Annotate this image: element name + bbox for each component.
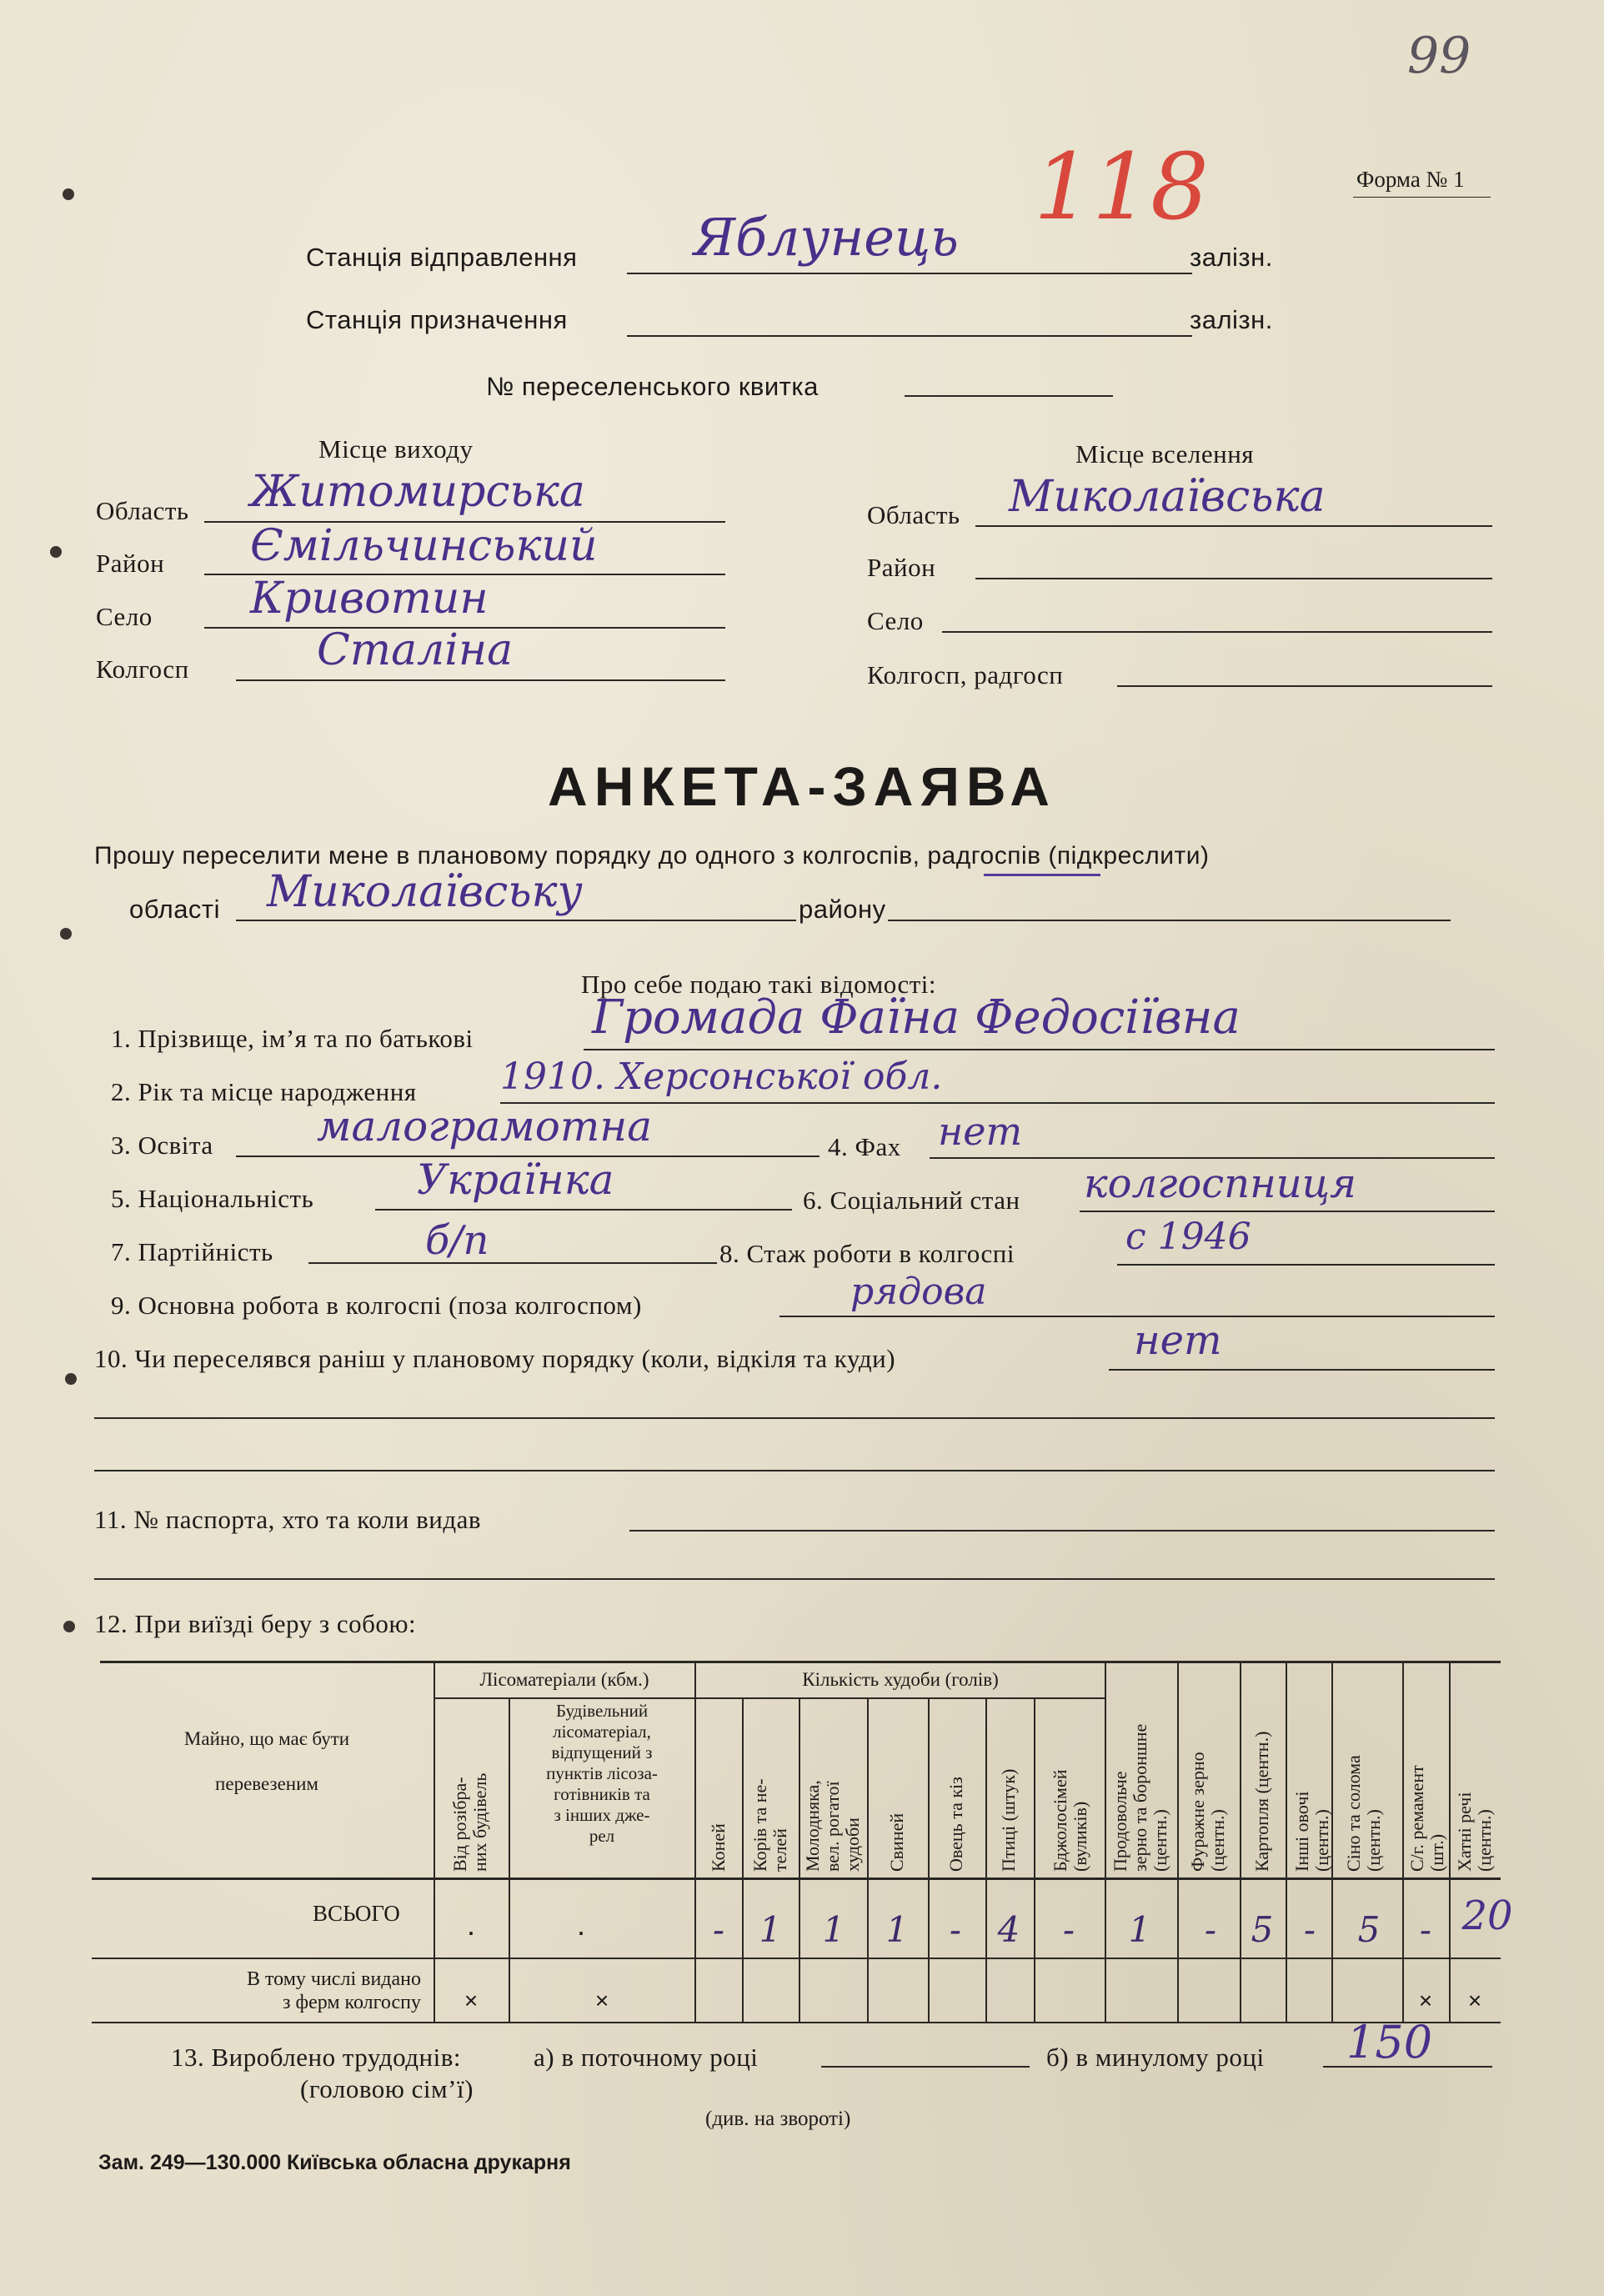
- field-1-label: 1. Прізвище, ім’я та по батькові: [111, 1024, 474, 1053]
- row-total-label: ВСЬОГО: [313, 1901, 400, 1926]
- table-col-divider: [434, 1662, 435, 2022]
- col-header: Сіно та солома (центн.): [1343, 1755, 1384, 1872]
- total-cell: 1: [822, 1909, 845, 1950]
- see-reverse-note: (див. на звороті): [705, 2108, 851, 2130]
- total-cell: 4: [997, 1909, 1020, 1950]
- col-header: Молодняка, вел. рогатої худоби: [802, 1780, 863, 1872]
- origin-oblast-label: Область: [96, 496, 189, 525]
- form-title: АНКЕТА-ЗАЯВА: [548, 755, 1056, 817]
- origin-kolhosp-line: [236, 679, 725, 681]
- destination-oblast-value: Миколаївська: [1009, 472, 1326, 522]
- table-col-divider: [1105, 1662, 1106, 2022]
- field-6-line: [1080, 1211, 1495, 1212]
- total-cell: -: [1419, 1909, 1432, 1950]
- total-cell: 1: [1128, 1909, 1151, 1950]
- region-line: [236, 920, 796, 921]
- total-cell: 1: [759, 1909, 782, 1950]
- field-3-value: малограмотна: [317, 1102, 653, 1151]
- field-4-label: 4. Фах: [828, 1132, 901, 1161]
- field-8-line: [1117, 1264, 1495, 1266]
- destination-title: Місце вселення: [1075, 439, 1255, 469]
- destination-raion-label: Район: [867, 553, 936, 582]
- col-header: Свиней: [886, 1812, 907, 1872]
- destination-oblast-label: Область: [867, 500, 960, 529]
- destination-station-line: [627, 335, 1192, 337]
- group-timber-header: Лісоматеріали (кбм.): [479, 1669, 649, 1690]
- col-header: Фуражне зерно (центн.): [1187, 1752, 1228, 1872]
- farm-cell: ×: [1418, 1988, 1433, 2013]
- group-livestock-header: Кількість худоби (голів): [802, 1669, 999, 1690]
- railway-suffix-1: залізн.: [1190, 243, 1273, 272]
- field-7-line: [308, 1262, 717, 1264]
- origin-oblast-value: Житомирська: [250, 467, 585, 517]
- table-col-divider: [1286, 1662, 1287, 2022]
- field-4-line: [930, 1157, 1495, 1159]
- field-5-value: Українка: [417, 1156, 614, 1204]
- field-6-value: колгоспниця: [1084, 1161, 1356, 1207]
- destination-selo-label: Село: [867, 606, 924, 635]
- table-col-divider: [1177, 1662, 1179, 2022]
- origin-title: Місце виходу: [318, 434, 474, 464]
- field-7-label: 7. Партійність: [111, 1237, 273, 1266]
- table-header-bottom: [92, 1877, 1501, 1880]
- total-cell: -: [949, 1909, 962, 1950]
- workdays-label: 13. Вироблено трудоднів:: [171, 2043, 462, 2072]
- punch-hole: [50, 546, 62, 558]
- field-10-extra-line-2: [94, 1470, 1495, 1471]
- col-header: Бджолосімей (вуликів): [1050, 1769, 1090, 1872]
- field-1-line: [584, 1049, 1495, 1050]
- region-prefix: області: [129, 895, 221, 924]
- kolhosp-underline-mark: [984, 874, 1100, 876]
- table-bottom-border: [92, 2022, 1501, 2023]
- destination-station-label: Станція призначення: [306, 305, 568, 334]
- field-2-value: 1910. Херсонської обл.: [500, 1055, 943, 1098]
- origin-selo-label: Село: [96, 602, 153, 631]
- field-6-label: 6. Соціальний стан: [803, 1186, 1020, 1215]
- destination-kolhosp-line: [1117, 685, 1492, 687]
- punch-hole: [65, 1373, 77, 1385]
- table-col-divider: [799, 1697, 800, 2022]
- punch-hole: [63, 1621, 75, 1632]
- table-col-divider: [1034, 1697, 1035, 2022]
- col-header: С/г. ремамент (шт.): [1406, 1765, 1447, 1872]
- field-3-label: 3. Освіта: [111, 1130, 213, 1160]
- col-header: Картопля (центн.): [1251, 1731, 1272, 1872]
- field-1-value: Громада Фаїна Федосіївна: [592, 990, 1241, 1045]
- punch-hole: [63, 188, 74, 200]
- workdays-current-line: [821, 2066, 1030, 2068]
- origin-kolhosp-value: Сталіна: [317, 625, 514, 675]
- red-mark: 118: [1034, 133, 1209, 240]
- field-12-label: 12. При виїзді беру з собою:: [94, 1609, 417, 1638]
- col-header: Від розібра- них будівель: [449, 1772, 490, 1872]
- table-col-divider: [928, 1697, 930, 2022]
- total-cell: 5: [1251, 1909, 1274, 1950]
- table-col-divider: [1240, 1662, 1241, 2022]
- total-cell: -: [712, 1909, 725, 1950]
- field-7-value: б/п: [425, 1217, 489, 1264]
- intro-text: Про себе подаю такі відомості:: [581, 970, 937, 999]
- field-10-value: нет: [1134, 1317, 1222, 1364]
- field-5-label: 5. Національність: [111, 1184, 314, 1213]
- col-header: Корів та не- телей: [749, 1778, 790, 1872]
- ticket-line: [905, 395, 1113, 397]
- field-10-extra-line-1: [94, 1417, 1495, 1419]
- col-header: Хатні речі (центн.): [1454, 1792, 1495, 1872]
- destination-oblast-line: [975, 525, 1492, 527]
- col-header: Коней: [708, 1823, 729, 1872]
- col-building-header: Будівельний лісоматеріал, відпущений з пунктів лісоза- готівників та з інших дже- рел: [546, 1701, 658, 1846]
- total-cell: 1: [885, 1909, 909, 1950]
- table-group-rule: [434, 1697, 1105, 1699]
- field-8-label: 8. Стаж роботи в колгоспі: [719, 1239, 1015, 1268]
- total-cell: .: [466, 1907, 475, 1942]
- total-cell: -: [1062, 1909, 1075, 1950]
- table-row-divider: [92, 1958, 1501, 1959]
- table-top-border: [100, 1661, 1501, 1663]
- district-line: [888, 920, 1451, 921]
- departure-station-value: Яблунець: [694, 207, 959, 268]
- table-col-divider: [1402, 1662, 1404, 2022]
- col-header: Овець та кіз: [945, 1777, 966, 1872]
- origin-raion-label: Район: [96, 549, 165, 578]
- total-cell: 5: [1357, 1909, 1381, 1950]
- field-2-label: 2. Рік та місце народження: [111, 1077, 417, 1106]
- table-col-divider: [985, 1697, 987, 2022]
- region-value: Миколаївську: [267, 867, 583, 917]
- table-col-divider: [1449, 1662, 1451, 2022]
- destination-raion-line: [975, 578, 1492, 579]
- row-farm-label: В тому числі видано з ферм колгоспу: [246, 1968, 421, 2013]
- printer-note: Зам. 249—130.000 Київська обласна друкарня: [98, 2151, 571, 2174]
- workdays-sub-label: (головою сім’ї): [300, 2074, 474, 2103]
- departure-station-label: Станція відправлення: [306, 243, 578, 272]
- archive-page-number: 99: [1407, 27, 1471, 85]
- form-number: Форма № 1: [1356, 167, 1465, 192]
- punch-hole: [60, 928, 72, 940]
- railway-suffix-2: залізн.: [1190, 305, 1273, 334]
- farm-cell: ×: [1467, 1988, 1482, 2013]
- form-number-underline: [1353, 197, 1491, 198]
- col-header: Продовольче зерно та бороншне (центн.): [1110, 1723, 1170, 1872]
- origin-selo-value: Кривотин: [250, 574, 489, 624]
- col-header: Інші овочі (центн.): [1291, 1791, 1332, 1872]
- farm-cell: ×: [594, 1988, 609, 2013]
- ticket-label: № переселенського квитка: [486, 372, 819, 401]
- table-col-divider: [694, 1662, 696, 2022]
- col-item-header: Майно, що має бути перевезеним: [183, 1728, 350, 1794]
- field-11-line: [629, 1530, 1495, 1532]
- total-cell: -: [1204, 1909, 1217, 1950]
- origin-kolhosp-label: Колгосп: [96, 654, 189, 684]
- district-suffix: району: [799, 895, 886, 924]
- destination-selo-line: [942, 631, 1492, 633]
- request-line: Прошу переселити мене в плановому порядку до одного з колгоспів, радгоспів (підкреслити): [94, 842, 1210, 870]
- field-9-value: рядова: [850, 1271, 987, 1313]
- total-cell: .: [576, 1907, 585, 1942]
- table-col-divider: [742, 1697, 744, 2022]
- origin-raion-value: Ємільчинський: [250, 521, 598, 571]
- departure-station-line: [627, 273, 1192, 274]
- workdays-previous-value: 150: [1346, 2016, 1433, 2068]
- total-cell: 20: [1461, 1892, 1513, 1939]
- field-10-label: 10. Чи переселявся раніш у плановому порядку (коли, відкіля та куди): [94, 1344, 896, 1373]
- field-5-line: [375, 1209, 792, 1211]
- field-11-label: 11. № паспорта, хто та коли видав: [94, 1505, 481, 1534]
- field-8-value: с 1946: [1125, 1216, 1251, 1258]
- total-cell: -: [1303, 1909, 1316, 1950]
- field-9-label: 9. Основна робота в колгоспі (поза колгоспом): [111, 1291, 642, 1320]
- destination-kolhosp-label: Колгосп, радгосп: [867, 660, 1064, 689]
- field-4-value: нет: [938, 1109, 1023, 1154]
- field-11-extra-line: [94, 1578, 1495, 1580]
- col-header: Птиці (штук): [998, 1768, 1019, 1872]
- farm-cell: ×: [464, 1988, 479, 2013]
- table-col-divider: [867, 1697, 869, 2022]
- workdays-current-label: а) в поточному році: [534, 2043, 759, 2072]
- workdays-previous-label: б) в минулому році: [1046, 2043, 1265, 2072]
- field-10-line: [1109, 1369, 1495, 1371]
